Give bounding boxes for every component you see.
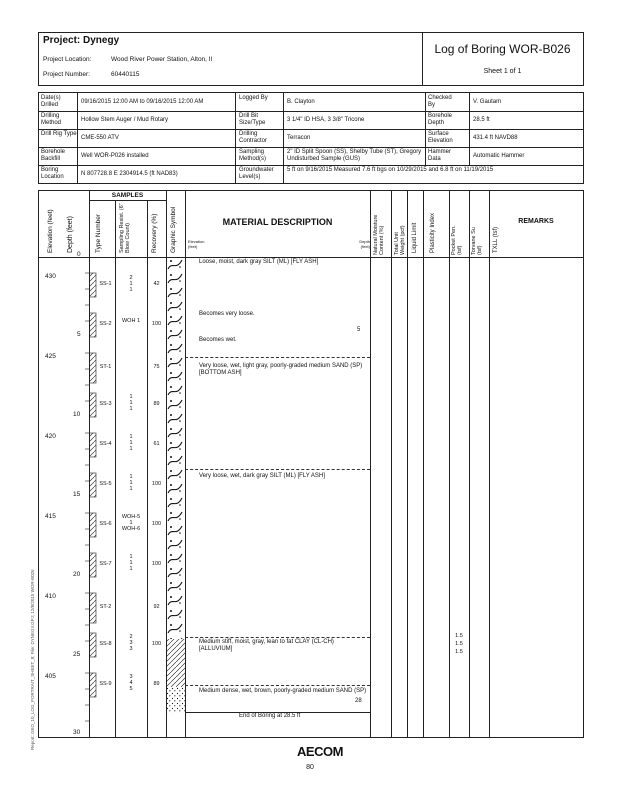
logged-label: Logged By — [239, 95, 268, 101]
groundwater-value: 5 ft on 9/16/2015 Measured 7.6 ft bgs on 10/29/2015 and 6.8 ft on 11/19/2015 — [287, 167, 494, 173]
sample-id: SS-7 — [99, 561, 112, 567]
project-info — [39, 33, 423, 85]
hammer-label: Hammer Data — [428, 149, 452, 162]
contractor-label: Drilling Contractor — [239, 131, 268, 144]
sample-recovery: 92 — [153, 604, 160, 610]
sample-recovery: 42 — [153, 281, 160, 287]
sample-id: ST-1 — [99, 364, 112, 370]
sample-blows: 2 1 1 — [129, 275, 133, 293]
material-description: Medium stiff, moist, gray, lean to fat CLAY (CL-CH) [ALLUVIUM] — [199, 639, 334, 652]
sample-id: SS-3 — [99, 401, 112, 407]
depth-tick: 25 — [73, 651, 81, 658]
sample-id: SS-1 — [99, 281, 112, 287]
sample-id: SS-6 — [99, 521, 112, 527]
pocket-pen-col-header: Pocket Pen. (tsf) — [451, 225, 463, 255]
sample-id: SS-5 — [99, 481, 112, 487]
dates-label: Date(s) Drilled — [41, 95, 61, 108]
sample-blows: 2 3 3 — [129, 634, 133, 652]
desc-depth-mark: 28 — [355, 698, 362, 704]
divider — [423, 191, 424, 737]
sheet-number: Sheet 1 of 1 — [483, 68, 522, 75]
backfill-value: Well WOR-P026 installed — [81, 153, 149, 159]
project-title: Project: Dynegy — [43, 35, 120, 46]
blows-col-header: Sampling Resist. (6" Blow Count) — [119, 203, 131, 253]
depth-tick: 30 — [73, 729, 81, 736]
sample-id: SS-2 — [99, 321, 112, 327]
info-row — [39, 93, 583, 112]
sample-recovery: 75 — [153, 364, 160, 370]
dates-value: 09/16/2015 12:00 AM to 09/16/2015 12:00 AM — [81, 99, 204, 105]
samples-group-header: SAMPLES — [111, 192, 144, 199]
project-number-label: Project Number: — [43, 71, 90, 78]
sample-blows: 1 1 1 — [129, 394, 133, 412]
sample-recovery: 89 — [153, 401, 160, 407]
sample-blows: 1 1 1 — [129, 434, 133, 452]
divider — [469, 93, 470, 165]
elevation-tick: 415 — [45, 513, 56, 520]
method-label: Drilling Method — [41, 113, 62, 126]
strata-boundary — [185, 357, 370, 358]
strata-boundary — [185, 685, 370, 686]
depth-label: Borehole Depth — [428, 113, 453, 126]
divider — [425, 93, 426, 165]
remarks-header: REMARKS — [518, 218, 554, 225]
project-location-label: Project Location: — [43, 56, 92, 63]
sample-recovery: 89 — [153, 681, 160, 687]
elevation-col-header: Elevation (feet) — [47, 209, 54, 253]
sampling-label: Sampling Method(s) — [239, 149, 267, 162]
elevation-tick: 430 — [45, 273, 56, 280]
sample-blows: WOH-5 1 WOH-6 — [121, 514, 141, 532]
elevation-label: Surface Elevation — [428, 131, 453, 144]
header-divider — [39, 257, 583, 258]
end-of-boring: End of Boring at 28.5 ft — [239, 713, 301, 719]
unit-weight-col-header: Total Unit Weight (pcf) — [394, 225, 406, 255]
pocket-pen-value: 1.5 — [455, 641, 463, 647]
bit-value: 3 1/4" ID HSA, 3 3/8" Tricone — [287, 117, 365, 123]
divider — [489, 191, 490, 737]
boring-info-table — [38, 92, 584, 184]
bit-label: Drill Bit Size/Type — [239, 113, 266, 126]
divider — [370, 191, 371, 737]
project-number: 60440115 — [111, 71, 140, 78]
contractor-value: Terracon — [287, 135, 311, 141]
divider — [469, 191, 470, 737]
type-col-header: Type Number — [95, 213, 102, 253]
moisture-col-header: Natural Moisture Content (%) — [373, 214, 385, 255]
strata-boundary — [185, 469, 370, 470]
side-note: Report: GEO_10_LOG_PORTRAIT_SHEET_8; File: DYNEGY.GPJ; 12/8/2015 WOR-B026 — [30, 569, 35, 750]
liquid-limit-col-header: Liquid Limit — [412, 222, 418, 253]
graphic-log — [166, 257, 185, 737]
end-boring-line — [185, 712, 370, 713]
sample-recovery: 100 — [151, 321, 162, 327]
rig-value: CME-550 ATV — [81, 135, 119, 141]
txll-col-header: TXLL (tsf) — [493, 226, 499, 253]
material-description-header: MATERIAL DESCRIPTION — [222, 217, 333, 227]
elevation-tick: 410 — [45, 593, 56, 600]
divider — [407, 191, 408, 737]
sample-id: SS-4 — [99, 441, 112, 447]
checked-label: Checked By — [428, 95, 452, 108]
sample-recovery: 100 — [151, 561, 162, 567]
elevation-tick: 405 — [45, 673, 56, 680]
pocket-pen-value: 1.5 — [455, 633, 463, 639]
info-row — [39, 111, 583, 130]
depth-tick: 20 — [73, 571, 81, 578]
divider — [283, 93, 284, 183]
depth-tick: 15 — [73, 491, 81, 498]
divider — [77, 93, 78, 183]
sample-id: ST-2 — [99, 604, 112, 610]
strata-boundary — [185, 637, 370, 638]
location-label: Boring Location — [41, 167, 64, 180]
page-number: 80 — [306, 764, 314, 771]
logged-value: B. Clayton — [287, 99, 315, 105]
material-description: Becomes wet. — [199, 337, 237, 343]
info-row — [39, 165, 583, 184]
recovery-col-header: Recovery (%) — [151, 213, 158, 253]
depth-value: 28.5 ft — [473, 117, 490, 123]
sample-interval-markers — [89, 257, 97, 737]
sampling-value: 2" ID Split Spoon (SS), Shelby Tube (ST), Gregory Undisturbed Sample (GUS) — [287, 149, 422, 162]
sample-recovery: 100 — [151, 641, 162, 647]
samples-divider — [89, 200, 166, 201]
material-description: Very loose, wet, dark gray SILT (ML) [FLY ASH] — [199, 473, 325, 479]
sample-recovery: 100 — [151, 521, 162, 527]
material-description: Loose, moist, dark gray SILT (ML) [FLY ASH] — [199, 259, 319, 265]
material-description: Very loose, wet, light gray, poorly-graded medium SAND (SP) [BOTTOM ASH] — [199, 363, 363, 376]
plasticity-col-header: Plasticity Index — [430, 212, 436, 253]
sample-id: SS-9 — [99, 681, 112, 687]
hammer-value: Automatic Hammer — [473, 153, 525, 159]
project-location: Wood River Power Station, Alton, Il — [111, 56, 213, 63]
sample-recovery: 61 — [153, 441, 160, 447]
aecom-logo: AECOM — [297, 744, 343, 759]
material-elev-subheader: Elevation (feet) — [188, 239, 205, 249]
graphic-col-header: Graphic Symbol — [170, 206, 177, 253]
groundwater-label: Groundwater Level(s) — [239, 167, 274, 180]
checked-value: V. Gautam — [473, 99, 502, 105]
sample-blows: 3 4 5 — [129, 674, 133, 692]
depth-col-header: Depth (feet) — [67, 216, 74, 253]
desc-depth-mark: 5 — [357, 327, 361, 333]
divider — [391, 191, 392, 737]
divider — [235, 93, 236, 183]
sample-id: SS-8 — [99, 641, 112, 647]
info-row — [39, 129, 583, 148]
report-header — [38, 32, 584, 86]
rig-label: Drill Rig Type — [41, 131, 77, 137]
material-description: Becomes very loose. — [199, 311, 255, 317]
elevation-tick: 420 — [45, 433, 56, 440]
log-title-box — [422, 33, 583, 85]
sample-blows: 1 1 1 — [129, 554, 133, 572]
backfill-label: Borehole Backfill — [41, 149, 66, 162]
divider — [185, 191, 186, 737]
depth-tick: 0 — [77, 251, 81, 258]
method-value: Hollow Stem Auger / Mud Rotary — [81, 117, 169, 123]
boring-log-table — [38, 190, 584, 738]
divider — [115, 200, 116, 737]
info-row — [39, 147, 583, 166]
location-value: N 807728.8 E 2304914.5 (ft NAD83) — [81, 171, 178, 177]
elevation-value: 431.4 ft NAVD88 — [473, 135, 518, 141]
material-depth-subheader: Depth (feet) — [359, 239, 370, 249]
elevation-tick: 425 — [45, 353, 56, 360]
sample-blows: 1 1 1 — [129, 474, 133, 492]
divider — [449, 191, 450, 737]
depth-tick: 10 — [73, 411, 81, 418]
sample-recovery: 100 — [151, 481, 162, 487]
sample-blows: WOH 1 — [121, 318, 141, 324]
depth-tick: 5 — [77, 331, 81, 338]
log-title: Log of Boring WOR-B026 — [434, 42, 571, 56]
material-description: Medium dense, wet, brown, poorly-graded medium SAND (SP) — [199, 688, 367, 694]
pocket-pen-value: 1.5 — [455, 649, 463, 655]
torvane-col-header: Torvane Su (tsf) — [471, 227, 483, 255]
